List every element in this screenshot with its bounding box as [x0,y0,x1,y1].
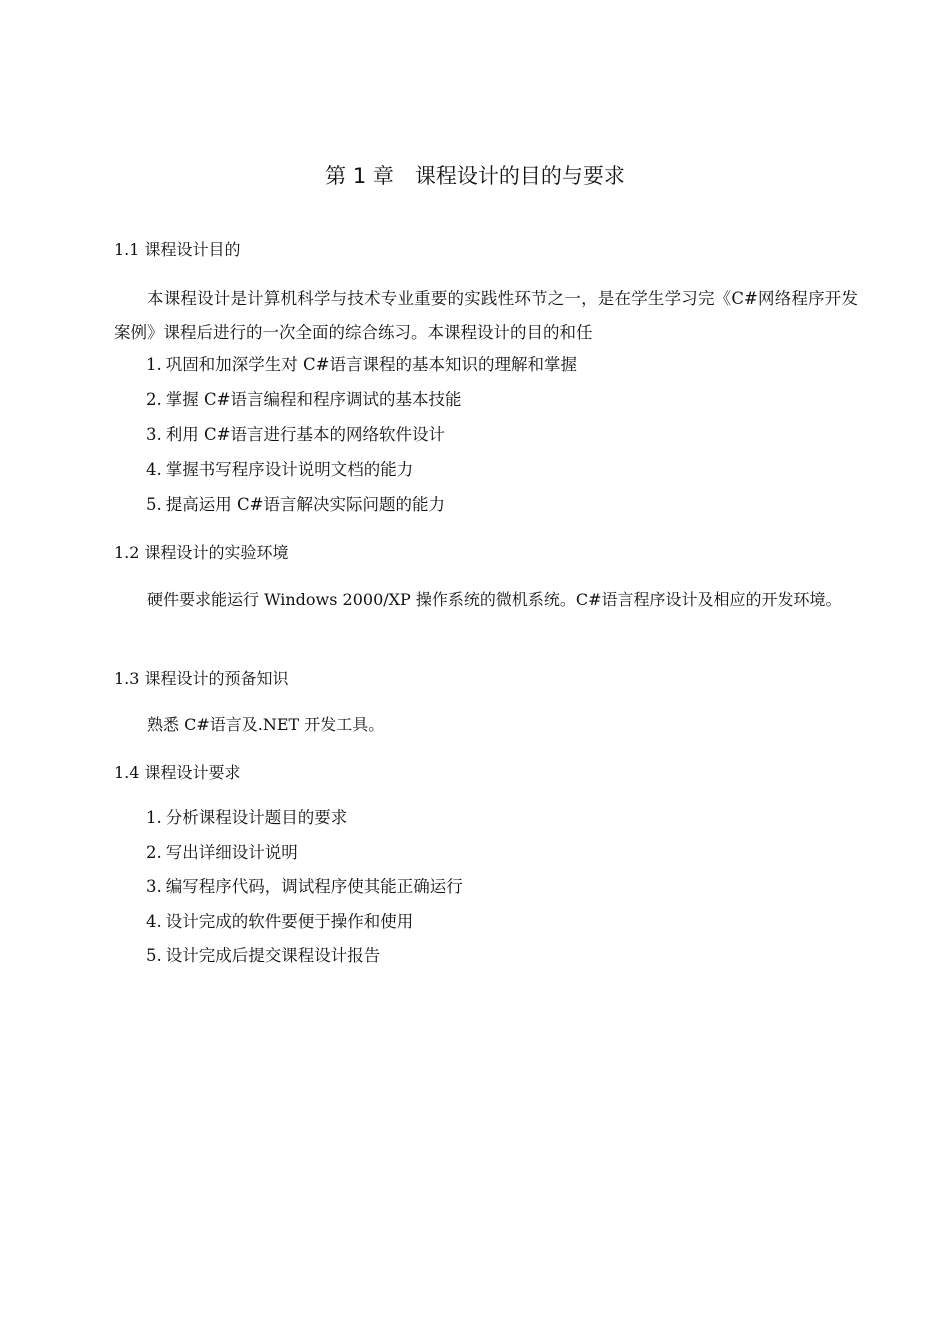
section-heading-1-3: 1.3 课程设计的预备知识 [114,669,289,688]
list-item-text: 掌握 C#语言编程和程序调试的基本技能 [165,390,462,409]
requirements-list [146,801,463,974]
list-item [146,836,463,871]
list-item-text: 分析课程设计题目的要求 [165,808,348,827]
section-paragraph-1-3: 熟悉 C#语言及.NET 开发工具。 [147,715,385,734]
list-item [146,939,463,974]
list-item-text: 写出详细设计说明 [165,842,298,862]
list-item-text: 利用 C#语言进行基本的网络软件设计 [165,425,445,444]
list-item-number: 1. [146,355,162,374]
section-heading-1-2: 1.2 课程设计的实验环境 [114,543,289,562]
list-item-number: 1. [146,808,162,827]
list-item-text: 巩固和加深学生对 C#语言课程的基本知识的理解和掌握 [165,355,577,374]
list-item [146,801,463,836]
objectives-list [146,347,577,522]
list-item-number: 5. [146,946,162,965]
list-item [146,905,463,940]
list-item [146,870,463,905]
section-paragraph-1-1: 本课程设计是计算机科学与技术专业重要的实践性环节之一，是在学生学习完《C#网络程序开发案例》课程后进行的一次全面的综合练习。本课程设计的目的和任 [114,289,858,342]
chapter-title: 第 1 章 课程设计的目的与要求 [325,164,625,188]
list-item-text: 编写程序代码，调试程序使其能正确运行 [165,877,463,896]
list-item-text: 掌握书写程序设计说明文档的能力 [165,460,414,479]
list-item-number: 3. [146,425,162,444]
list-item [146,452,577,487]
list-item-number: 2. [146,390,162,409]
list-item [146,382,577,417]
list-item-number: 4. [146,460,162,479]
section-paragraph-1-2: 硬件要求能运行 Windows 2000/XP 操作系统的微机系统。C#语言程序设计及相应的开发环境。 [147,590,842,609]
list-item-number: 4. [146,911,162,931]
section-heading-1-1: 1.1 课程设计目的 [114,240,241,259]
list-item-number: 2. [146,842,162,862]
list-item-number: 3. [146,877,162,896]
list-item [146,417,577,452]
list-item [146,487,577,522]
list-item-number: 5. [146,495,162,514]
list-item-text: 提高运用 C#语言解决实际问题的能力 [165,495,445,514]
list-item-text: 设计完成的软件要便于操作和使用 [165,911,414,931]
list-item [146,347,577,382]
section-heading-1-4: 1.4 课程设计要求 [114,763,241,782]
list-item-text: 设计完成后提交课程设计报告 [165,946,381,965]
